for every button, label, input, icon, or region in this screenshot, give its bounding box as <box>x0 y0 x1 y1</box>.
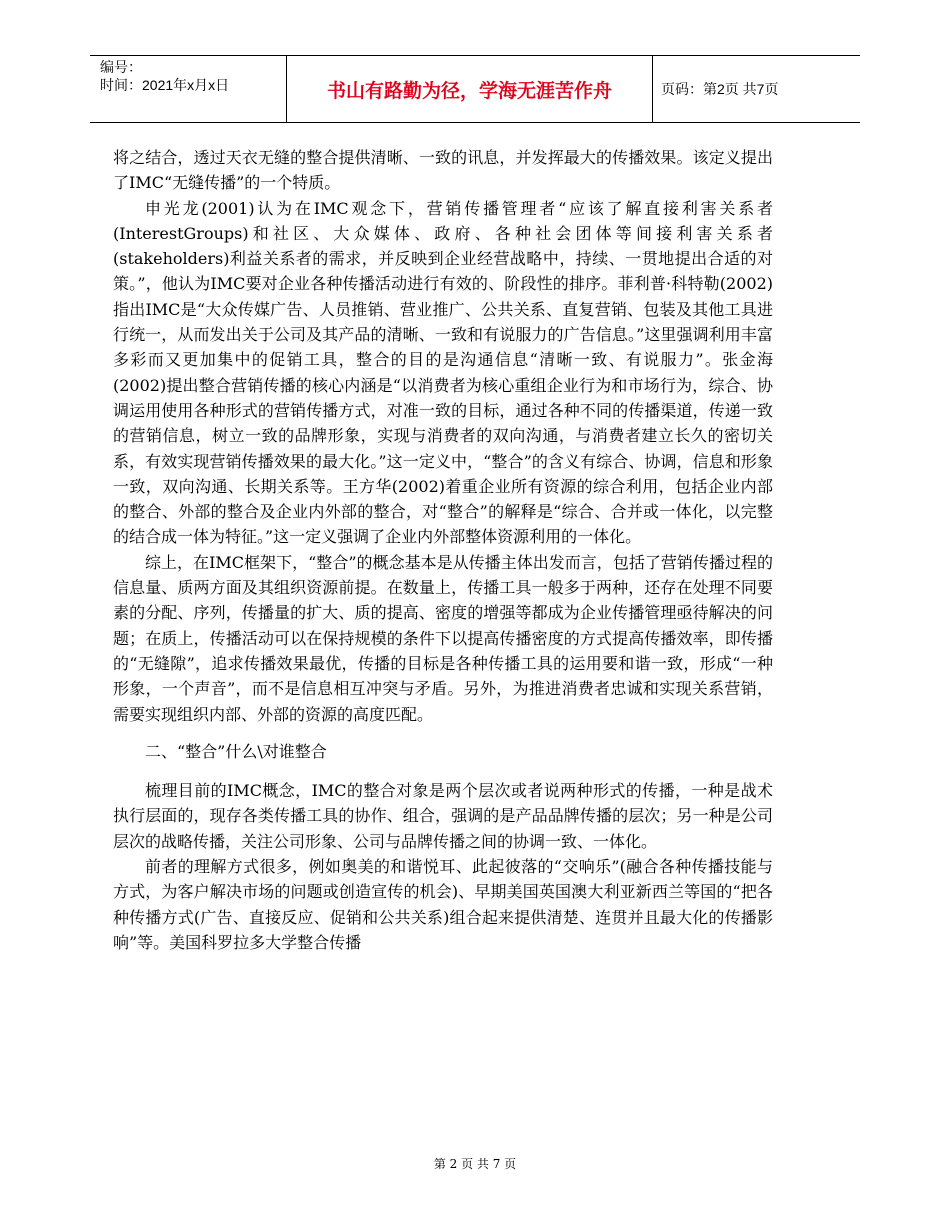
header-meta <box>90 56 287 122</box>
document-body <box>113 145 773 955</box>
paragraph: 申光龙(2001)认为在IMC观念下，营销传播管理者“应该了解直接利害关系者(InterestGroups)和社区、大众媒体、政府、各种社会团体等间接利害关系者(stakeholders)利益关系者的需求，并反映到企业经营战略中，持续、一贯地提出合适的对策。”，他认为IMC要对企业各种传播活动进行有效的、阶段性的排序。菲利普·科特勒(2002)指出IMC是“大众传媒广告、人员推销、营业推广、公共关系、直复营销、包装及其他工具进行统一，从而发出关于公司及其产品的清晰、一致和有说服力的广告信息。”这里强调利用丰富多彩而又更加集中的促销工具，整合的目的是沟通信息“清晰一致、有说服力”。张金海(2002)提出整合营销传播的核心内涵是“以消费者为核心重组企业行为和市场行为，综合、协调运用使用各种形式的营销传播方式，对准一致的目标，通过各种不同的传播渠道，传递一致的营销信息，树立一致的品牌形象，实现与消费者的双向沟通，与消费者建立长久的密切关系，有效实现营销传播效果的最大化。”这一定义中，“整合”的含义有综合、协调，信息和形象一致，双向沟通、长期关系等。王方华(2002)着重企业所有资源的综合利用，包括企业内部的整合、外部的整合及企业内外部的整合，对“整合”的解释是“综合、合并或一体化，以完整的结合成一体为特征。”这一定义强调了企业内外部整体资源利用的一体化。 <box>113 198 773 547</box>
document-time: 时间：2021年x月x日 <box>100 77 230 93</box>
page-footer: 第 2 页 共 7 页 <box>433 1157 517 1171</box>
section-heading: 二、“整合”什么\对谁整合 <box>145 741 327 761</box>
header-motto: 书山有路勤为径，学海无涯苦作舟 <box>287 56 653 122</box>
document-number-label: 编号： <box>100 59 142 75</box>
paragraph: 梳理目前的IMC概念，IMC的整合对象是两个层次或者说两种形式的传播，一种是战术执行层面的，现存各类传播工具的协作、组合，强调的是产品品牌传播的层次；另一种是公司层次的战略传播，关注公司形象、公司与品牌传播之间的协调一致、一体化。 <box>113 781 773 851</box>
header-page-number: 页码：第2页 共7页 <box>661 81 779 97</box>
paragraph: 将之结合，透过天衣无缝的整合提供清晰、一致的讯息，并发挥最大的传播效果。该定义提出了IMC“无缝传播”的一个特质。 <box>113 148 773 193</box>
paragraph: 综上，在IMC框架下，“整合”的概念基本是从传播主体出发而言，包括了营销传播过程的信息量、质两方面及其组织资源前提。在数量上，传播工具一般多于两种，还存在处理不同要素的分配、序列，传播量的扩大、质的提高、密度的增强等都成为企业传播管理亟待解决的问题；在质上，传播活动可以在保持规模的条件下以提高传播密度的方式提高传播效率，即传播的“无缝隙”，追求传播效果最优，传播的目标是各种传播工具的运用要和谐一致，形成“一种形象，一个声音”，而不是信息相互冲突与矛盾。另外，为推进消费者忠诚和实现关系营销，需要实现组织内部、外部的资源的高度匹配。 <box>113 552 773 724</box>
paragraph: 前者的理解方式很多，例如奥美的和谐悦耳、此起彼落的“交响乐”(融合各种传播技能与方式，为客户解决市场的问题或创造宣传的机会)、早期美国英国澳大利亚新西兰等国的“把各种传播方式(广告、直接反应、促销和公共关系)组合起来提供清楚、连贯并且最大化的传播影响”等。美国科罗拉多大学整合传播 <box>113 857 773 952</box>
page-header <box>90 55 860 123</box>
